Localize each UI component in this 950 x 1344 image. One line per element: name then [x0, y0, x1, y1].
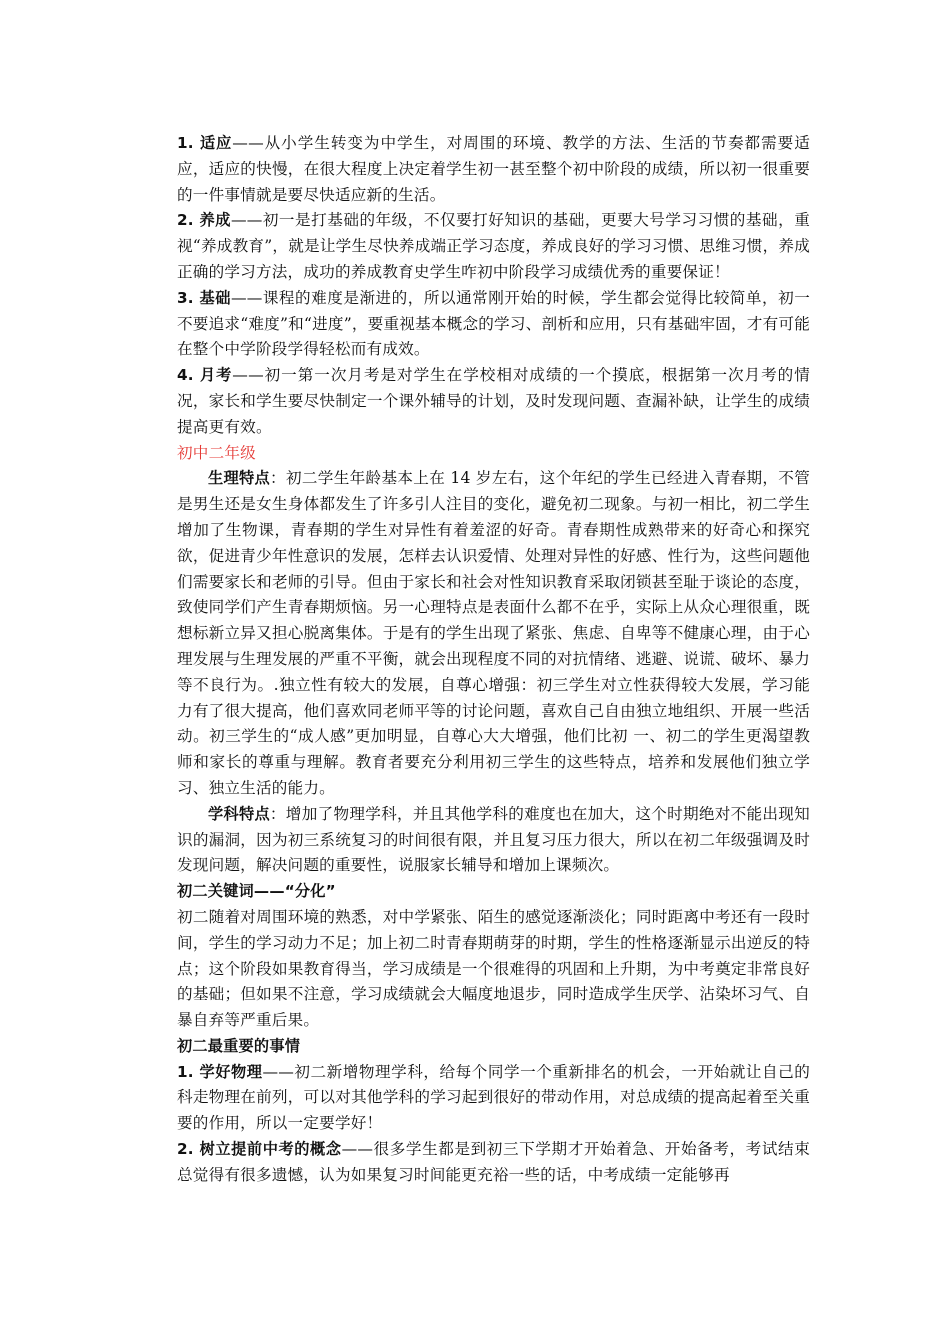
item-text: ——很多学生都是到初三下学期才开始着急、开始备考，考试结束总觉得有很多遗憾，认为如果复习时间能更充裕一些的话，中考成绩一定能够再	[177, 1140, 810, 1184]
item-text: ——从小学生转变为中学生，对周围的环境、教学的方法、生活的节奏都需要适应，适应的快慢，在很大程度上决定着学生初一甚至整个初中阶段的成绩，所以初一很重要的一件事情就是要尽快适应新的生活。	[177, 134, 810, 204]
keyword-heading: 初二关键词——“分化”	[177, 882, 336, 901]
paragraph-label: 生理特点	[208, 469, 271, 488]
item-label: 1. 适应	[177, 134, 233, 152]
item-text: ——课程的难度是渐进的，所以通常刚开始的时候，学生都会觉得比较简单，初一不要追求“难度”和“进度”，要重视基本概念的学习、剖析和应用，只有基础牢固，才有可能在整个中学阶段学得轻松而有成效。	[177, 288, 811, 359]
grade1-item-monthly-exam	[177, 363, 810, 440]
item-label: 1. 学好物理	[177, 1062, 263, 1081]
grade1-item-adapt	[177, 131, 810, 208]
document-body	[177, 131, 810, 1189]
grade2-item-early-exam	[177, 1137, 810, 1189]
grade2-item-physics	[177, 1060, 810, 1137]
section-title-grade2: 初中二年级	[177, 443, 256, 462]
physiological-traits-paragraph	[177, 466, 810, 801]
subject-traits-paragraph	[177, 802, 810, 879]
paragraph-label: 学科特点	[208, 804, 270, 823]
item-text: ——初二新增物理学科，给每个同学一个重新排名的机会，一开始就让自己的科走物理在前列，可以对其他学科的学习起到很好的带动作用，对总成绩的提高起着至关重要的作用，所以一定要学好！	[177, 1062, 810, 1133]
paragraph-text: ：增加了物理学科，并且其他学科的难度也在加大，这个时期绝对不能出现知识的漏洞，因为初三系统复习的时间很有限，并且复习压力很大，所以在初二年级强调及时发现问题，解决问题的重要性，说服家长辅导和增加上课频次。	[177, 804, 810, 875]
keyword-paragraph: 初二随着对周围环境的熟悉，对中学紧张、陌生的感觉逐渐淡化；同时距离中考还有一段时间，学生的学习动力不足；加上初二时青春期萌芽的时期，学生的性格逐渐显示出逆反的特点；这个阶段如果教育得当，学习成绩是一个很难得的巩固和上升期，为中考奠定非常良好的基础；但如果不注意，学习成绩就会大幅度地退步，同时造成学生厌学、沾染坏习气、自暴自弃等严重后果。	[177, 907, 810, 1030]
paragraph-text: ：初二学生年龄基本上在 14 岁左右，这个年纪的学生已经进入青春期，不管是男生还是女生身体都发生了许多引人注目的变化，避免初二现象。与初一相比，初二学生增加了生物课，青春期的学生对异性有着羞涩的好奇。青春期性成熟带来的好奇心和探究欲，促进青少年性意识的发展，怎样去认识爱情、处理对异性的好感、性行为，这些问题他们需要家长和老师的引导。但由于家长和社会对性知识教育采取闭锁甚至耻于谈论的态度，致使同学们产生青春期烦恼。另一心理特点是表面什么都不在乎，实际上从众心理很重，既想标新立异又担心脱离集体。于是有的学生出现了紧张、焦虑、自卑等不健康心理，由于心理发展与生理发展的严重不平衡，就会出现程度不同的对抗情绪、逃避、说谎、破坏、暴力等不良行为。.独立性有较大的发展，自尊心增强：初三学生对立性获得较大发展，学习能力有了很大提高，他们喜欢同老师平等的讨论问题，喜欢自己自由独立地组织、开展一些活动。初三学生的“成人感”更加明显，自尊心大大增强，他们比初 一、初二的学生更渴望教师和家长的尊重与理解。教育者要充分利用初三学生的这些特点，培养和发展他们独立学习、独立生活的能力。	[177, 469, 810, 797]
grade1-item-habit	[177, 208, 810, 285]
item-label: 2. 树立提前中考的概念	[177, 1140, 342, 1159]
item-label: 2. 养成	[177, 211, 231, 230]
item-label: 3. 基础	[177, 288, 231, 307]
grade1-item-basics	[177, 286, 810, 363]
item-text: ——初一第一次月考是对学生在学校相对成绩的一个摸底，根据第一次月考的情况，家长和学生要尽快制定一个课外辅导的计划，及时发现问题、查漏补缺，让学生的成绩提高更有效。	[177, 366, 810, 436]
important-things-heading: 初二最重要的事情	[177, 1036, 301, 1055]
item-label: 4. 月考	[177, 366, 233, 385]
item-text: ——初一是打基础的年级，不仅要打好知识的基础，更要大号学习习惯的基础，重视“养成教育”，就是让学生尽快养成端正学习态度，养成良好的学习习惯、思维习惯，养成正确的学习方法，成功的养成教育史学生咋初中阶段学习成绩优秀的重要保证！	[177, 211, 811, 281]
